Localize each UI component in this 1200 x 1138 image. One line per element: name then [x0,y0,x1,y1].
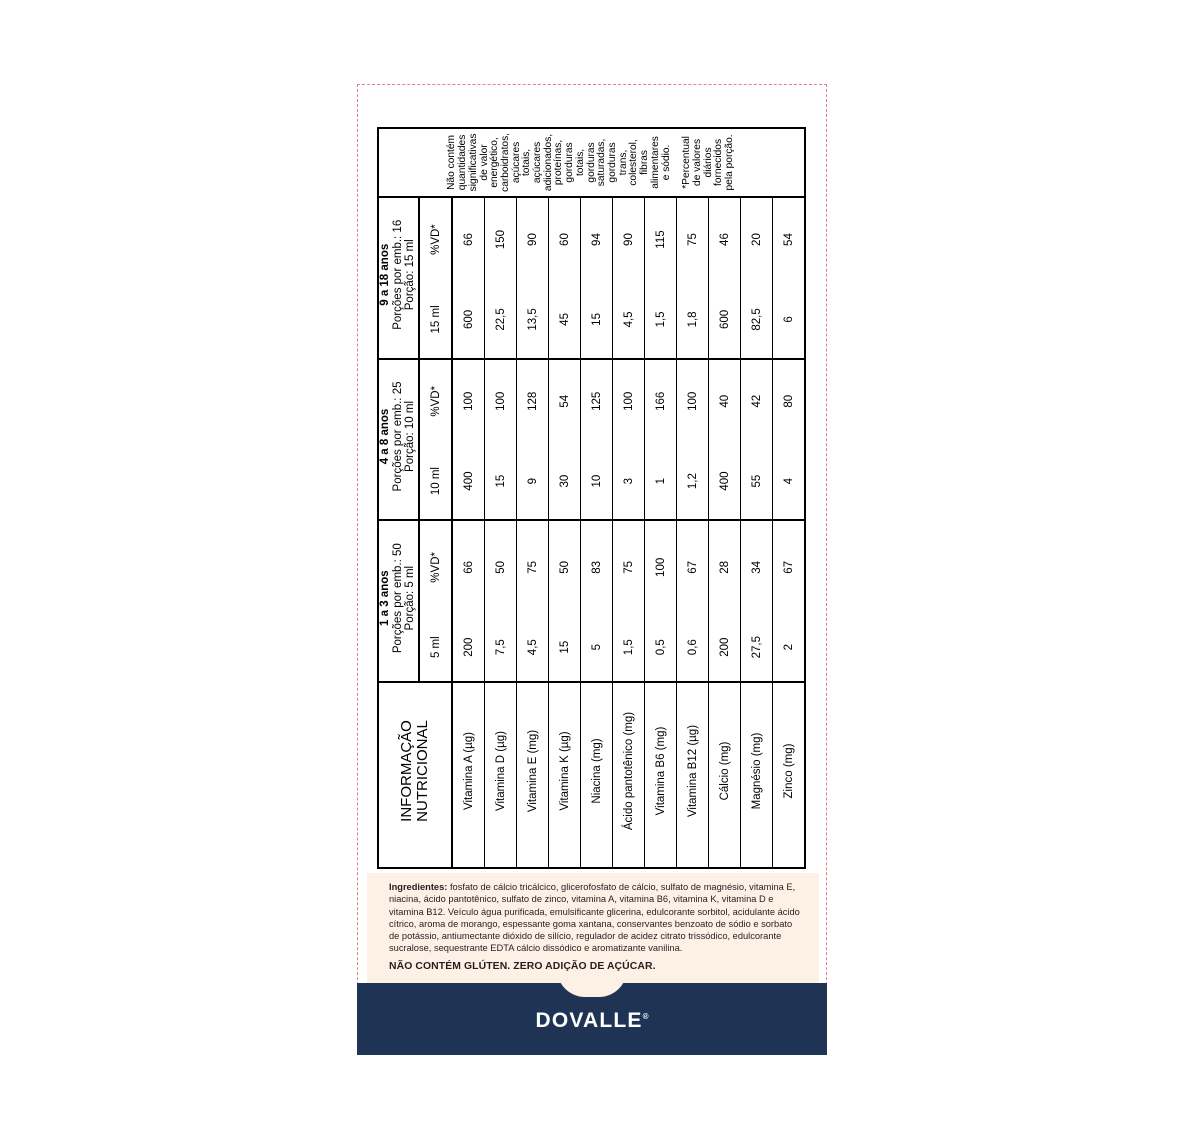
nutrient-amount-2: 400 [452,443,485,520]
footnote-no-significant: Não contém quantidades significativas de valor energético, carboidratos, açúcares totais, açúcares adicionados, proteínas, gorduras totais, gorduras saturadas, gorduras trans, colesterol, fibras alimentares e sódio. [446,132,672,192]
nutrient-vd-3: 90 [517,197,549,281]
table-row [452,128,485,868]
nutrient-amount-1: 5 [581,613,613,682]
nutrient-amount-2: 400 [709,443,741,520]
nutrient-vd-3: 90 [613,197,645,281]
nutrient-vd-1: 67 [773,520,806,613]
table-row [773,128,806,868]
nutrient-vd-2: 100 [677,359,709,443]
nutrient-amount-3: 600 [452,281,485,358]
footnote-vd: *Percentual de valores diários fornecidos pela porção. [681,134,736,191]
table-row [485,128,517,868]
nutrient-amount-1: 200 [452,613,485,682]
nutrient-amount-2: 15 [485,443,517,520]
brand-band [357,983,827,1055]
nutrient-amount-3: 600 [709,281,741,358]
nutrient-amount-2: 3 [613,443,645,520]
nutrient-amount-2: 9 [517,443,549,520]
table-row [613,128,645,868]
nutrient-vd-1: 100 [645,520,677,613]
nutrient-vd-2: 100 [485,359,517,443]
nutrient-vd-2: 42 [741,359,773,443]
ingredients-text: fosfato de cálcio tricálcico, glicerofosfato de cálcio, sulfato de magnésio, vitamina E, niacina, ácido pantotênico, sulfato de zinco, vitamina A, vitamina B6, vitamina K, vitamina D e vitamina B12. Veículo água purificada, emulsificante glicerina, edulcorante sorbitol, acidulante ácido cítrico, aroma de morango, espessante goma xantana, conservantes benzoato de sódio e sorbato de potássio, antiumectante dióxido de silício, regulador de acidez citrato trissódico, edulcorante sucralose, sequestrante EDTA cálcio dissódico e aromatizante vanilina. [389,882,800,954]
nutrient-vd-3: 94 [581,197,613,281]
nutrient-vd-2: 166 [645,359,677,443]
table-row [581,128,613,868]
group-header-9-18: 9 a 18 anos Porções por emb.: 16 Porção: 15 ml [378,197,419,359]
nutrient-amount-1: 27,5 [741,613,773,682]
nutrient-name: Ácido pantotênico (mg) [613,682,645,868]
nutrient-name: Vitamina B6 (mg) [645,682,677,868]
col-header-amount-3: 15 ml [419,281,452,358]
nutrient-amount-3: 1,5 [645,281,677,358]
col-header-amount-1: 5 ml [419,613,452,682]
nutrient-amount-1: 0,5 [645,613,677,682]
nutrient-vd-3: 20 [741,197,773,281]
table-row [645,128,677,868]
footnote-column [378,128,805,197]
rotated-table-wrapper [367,93,819,873]
nutrient-vd-1: 50 [549,520,581,613]
nutrient-amount-3: 6 [782,316,795,323]
table-group-header-row [378,128,419,868]
product-claim: NÃO CONTÉM GLÚTEN. ZERO ADIÇÃO DE AÇÚCAR. [389,960,656,972]
nutrient-amount-2: 55 [741,443,773,520]
nutrient-amount-2: 1,2 [677,443,709,520]
nutrient-vd-1: 34 [741,520,773,613]
nutrient-amount-1: 2 [782,643,795,651]
nutrient-vd-3: 115 [645,197,677,281]
nutrient-vd-2: 80 [773,359,806,443]
nutrient-name: Zinco (mg) [773,682,806,868]
nutrient-vd-1: 28 [709,520,741,613]
nutrient-amount-1: 0,6 [677,613,709,682]
nutrient-name: Vitamina K (µg) [549,682,581,868]
rotated-table-inner [367,93,819,873]
table-row [549,128,581,868]
table-row [517,128,549,868]
nutrient-vd-3: 54 [782,233,795,246]
table-row [709,128,741,868]
nutrient-amount-3: 82,5 [741,281,773,358]
nutrient-amount-3: 22,5 [485,281,517,358]
nutrient-vd-3: 46 [709,197,741,281]
nutrient-vd-1: 67 [677,520,709,613]
nutrient-amount-2: 4 [782,477,795,485]
nutrient-amount-1: 7,5 [485,613,517,682]
nutrient-amount-3: 45 [549,281,581,358]
ingredients-block [367,873,819,983]
nutrient-amount-1: 200 [709,613,741,682]
nutrient-vd-2: 40 [709,359,741,443]
nutrition-facts-panel [367,93,819,873]
panel-title [378,682,452,868]
brand-name: DOVALLE [535,1009,643,1032]
label-cut-outline [357,84,827,1055]
nutrient-vd-3: 66 [452,197,485,281]
nutrient-amount-3: 1,8 [677,281,709,358]
nutrient-amount-2: 1 [645,443,677,520]
nutrition-table [377,127,806,869]
nutrient-name: Niacina (mg) [581,682,613,868]
nutrient-vd-1: 75 [613,520,645,613]
nutrient-vd-3: 150 [485,197,517,281]
nutrient-amount-1: 1,5 [613,613,645,682]
group-header-1-3: 1 a 3 anos Porções por emb.: 50 Porção: 5 ml [378,520,419,682]
nutrient-amount-3: 15 [581,281,613,358]
nutrient-amount-1: 4,5 [517,613,549,682]
nutrient-vd-2: 54 [549,359,581,443]
nutrient-name: Vitamina D (µg) [485,682,517,868]
nutrient-vd-3: 60 [549,197,581,281]
panel-title-line1: INFORMAÇÃO [398,720,416,822]
nutrient-name: Cálcio (mg) [709,682,741,868]
brand-notch-shape [557,983,627,997]
nutrient-amount-3: 13,5 [517,281,549,358]
nutrient-amount-1: 15 [549,613,581,682]
nutrient-amount-2: 10 [581,443,613,520]
nutrient-vd-2: 125 [581,359,613,443]
nutrient-vd-2: 100 [613,359,645,443]
nutrient-name: Vitamina E (mg) [517,682,549,868]
nutrient-amount-2: 30 [549,443,581,520]
brand-logo [357,1009,827,1033]
registered-mark: ® [642,1012,649,1021]
col-header-vd-1: %VD* [419,520,452,613]
nutrient-vd-3: 75 [677,197,709,281]
col-header-vd-3: %VD* [419,197,452,281]
table-row [741,128,773,868]
nutrient-vd-1: 50 [485,520,517,613]
nutrient-name: Vitamina A (µg) [452,682,485,868]
col-header-vd-2: %VD* [419,359,452,443]
nutrient-vd-2: 128 [517,359,549,443]
nutrient-vd-1: 75 [517,520,549,613]
nutrient-vd-1: 83 [581,520,613,613]
nutrient-name: Vitamina B12 (µg) [677,682,709,868]
group-header-4-8: 4 a 8 anos Porções por emb.: 25 Porção: 10 ml [378,359,419,521]
nutrient-amount-3: 4,5 [613,281,645,358]
nutrient-vd-2: 100 [452,359,485,443]
table-row [677,128,709,868]
nutrient-vd-1: 66 [452,520,485,613]
nutrient-name: Magnésio (mg) [741,682,773,868]
panel-title-line2: NUTRICIONAL [414,720,432,822]
col-header-amount-2: 10 ml [419,443,452,520]
ingredients-label: Ingredientes: [389,882,448,892]
